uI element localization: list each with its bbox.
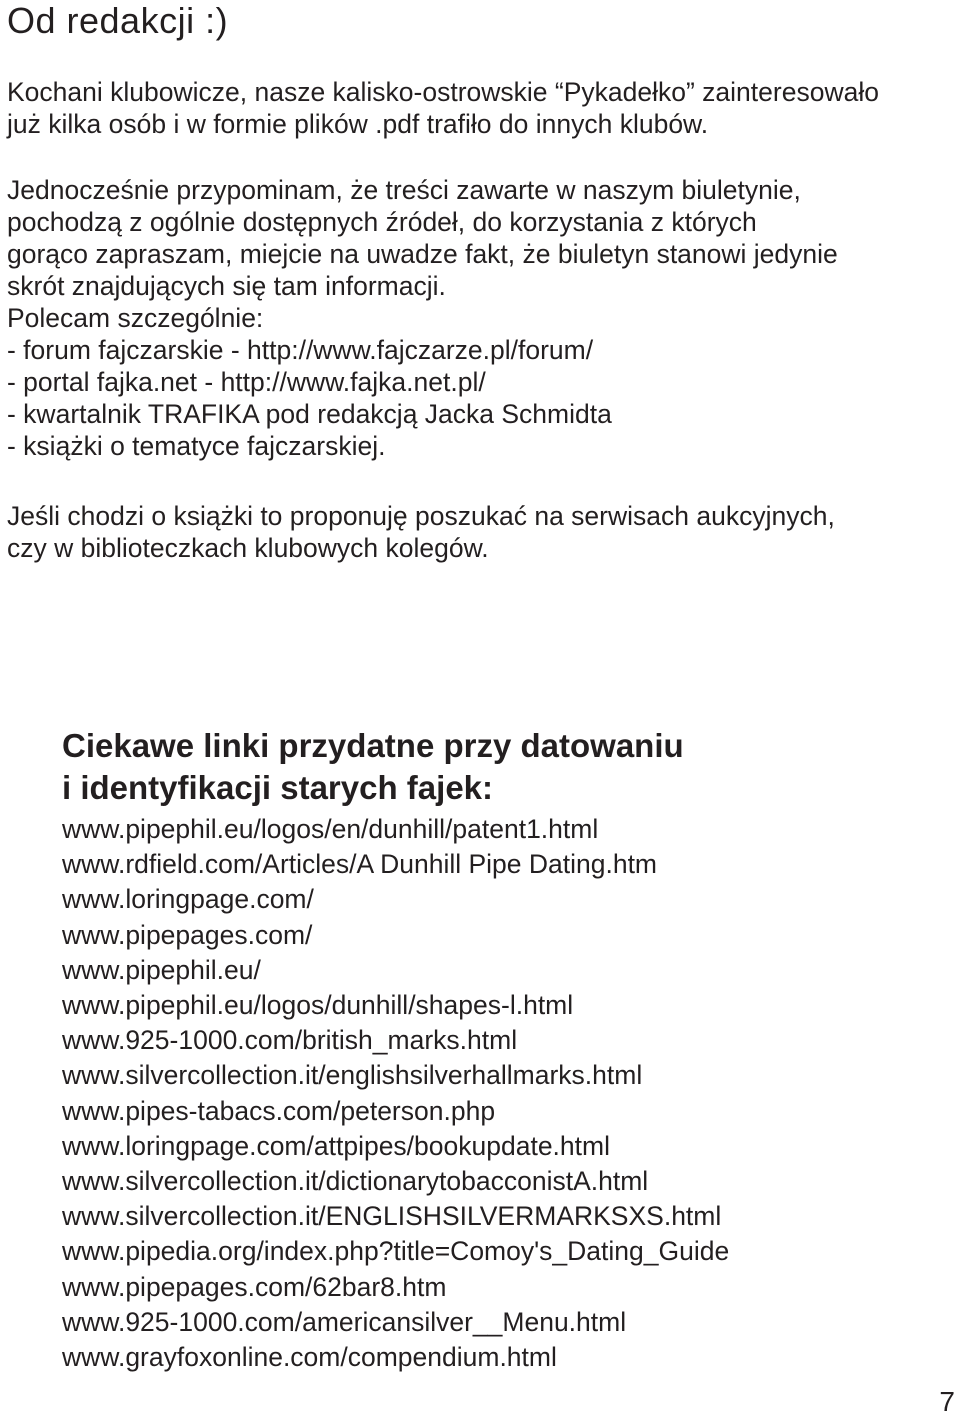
link-item[interactable]: www.silvercollection.it/ENGLISHSILVERMARKSXS.html <box>62 1201 722 1232</box>
text-line: gorąco zapraszam, miejcie na uwadze fakt, że biuletyn stanowi jedynie <box>7 239 838 269</box>
link-item[interactable]: www.pipephil.eu/logos/dunhill/shapes-l.html <box>62 990 574 1021</box>
text-line: Polecam szczególnie: <box>7 303 264 333</box>
link-item[interactable]: www.pipedia.org/index.php?title=Comoy's_Dating_Guide <box>62 1236 730 1267</box>
recommendation-quarterly: - kwartalnik TRAFIKA pod redakcją Jacka Schmidta <box>7 399 612 429</box>
heading-line: i identyfikacji starych fajek: <box>62 769 494 806</box>
links-heading <box>62 725 942 809</box>
recommendation-portal: - portal fajka.net - http://www.fajka.net.pl/ <box>7 367 486 397</box>
link-item[interactable]: www.pipephil.eu/logos/en/dunhill/patent1.html <box>62 814 599 844</box>
link-item[interactable]: www.925-1000.com/americansilver__Menu.html <box>62 1306 627 1337</box>
link-item[interactable]: www.loringpage.com/ <box>62 884 314 915</box>
link-item[interactable]: www.pipepages.com/62bar8.htm <box>62 1271 447 1302</box>
link-list <box>62 812 942 1375</box>
text-line: skrót znajdujących się tam informacji. <box>7 271 446 301</box>
link-item[interactable]: www.grayfoxonline.com/compendium.html <box>62 1342 557 1373</box>
link-item[interactable]: www.rdfield.com/Articles/A Dunhill Pipe Dating.htm <box>62 849 658 880</box>
link-item[interactable]: www.silvercollection.it/englishsilverhallmarks.html <box>62 1060 643 1091</box>
link-item[interactable]: www.loringpage.com/attpipes/bookupdate.html <box>62 1130 610 1161</box>
link-item[interactable]: www.pipephil.eu/ <box>62 954 261 985</box>
page-number: 7 <box>939 1386 955 1417</box>
recommendation-books: - książki o tematyce fajczarskiej. <box>7 431 386 461</box>
link-item[interactable]: www.925-1000.com/british_marks.html <box>62 1025 518 1056</box>
text-line: czy w biblioteczkach klubowych kolegów. <box>7 533 489 563</box>
link-item[interactable]: www.pipepages.com/ <box>62 919 313 950</box>
recommendation-forum: - forum fajczarskie - http://www.fajczarze.pl/forum/ <box>7 335 594 365</box>
intro-paragraph <box>7 76 957 140</box>
text-line: pochodzą z ogólnie dostępnych źródeł, do korzystania z których <box>7 207 757 237</box>
books-paragraph <box>7 500 957 564</box>
links-section <box>62 725 942 1375</box>
heading-line: Ciekawe linki przydatne przy datowaniu <box>62 727 684 764</box>
text-line: Jednocześnie przypominam, że treści zawarte w naszym biuletynie, <box>7 175 801 205</box>
link-item[interactable]: www.silvercollection.it/dictionarytobacconistA.html <box>62 1166 649 1197</box>
page-title: Od redakcji :) <box>7 0 229 41</box>
link-item[interactable]: www.pipes-tabacs.com/peterson.php <box>62 1095 496 1126</box>
text-line: już kilka osób i w formie plików .pdf trafiło do innych klubów. <box>7 109 709 139</box>
text-line: Jeśli chodzi o książki to proponuję poszukać na serwisach aukcyjnych, <box>7 501 835 531</box>
text-line: Kochani klubowicze, nasze kalisko-ostrowskie “Pykadełko” zainteresowało <box>7 77 879 107</box>
sources-note-paragraph <box>7 174 957 462</box>
